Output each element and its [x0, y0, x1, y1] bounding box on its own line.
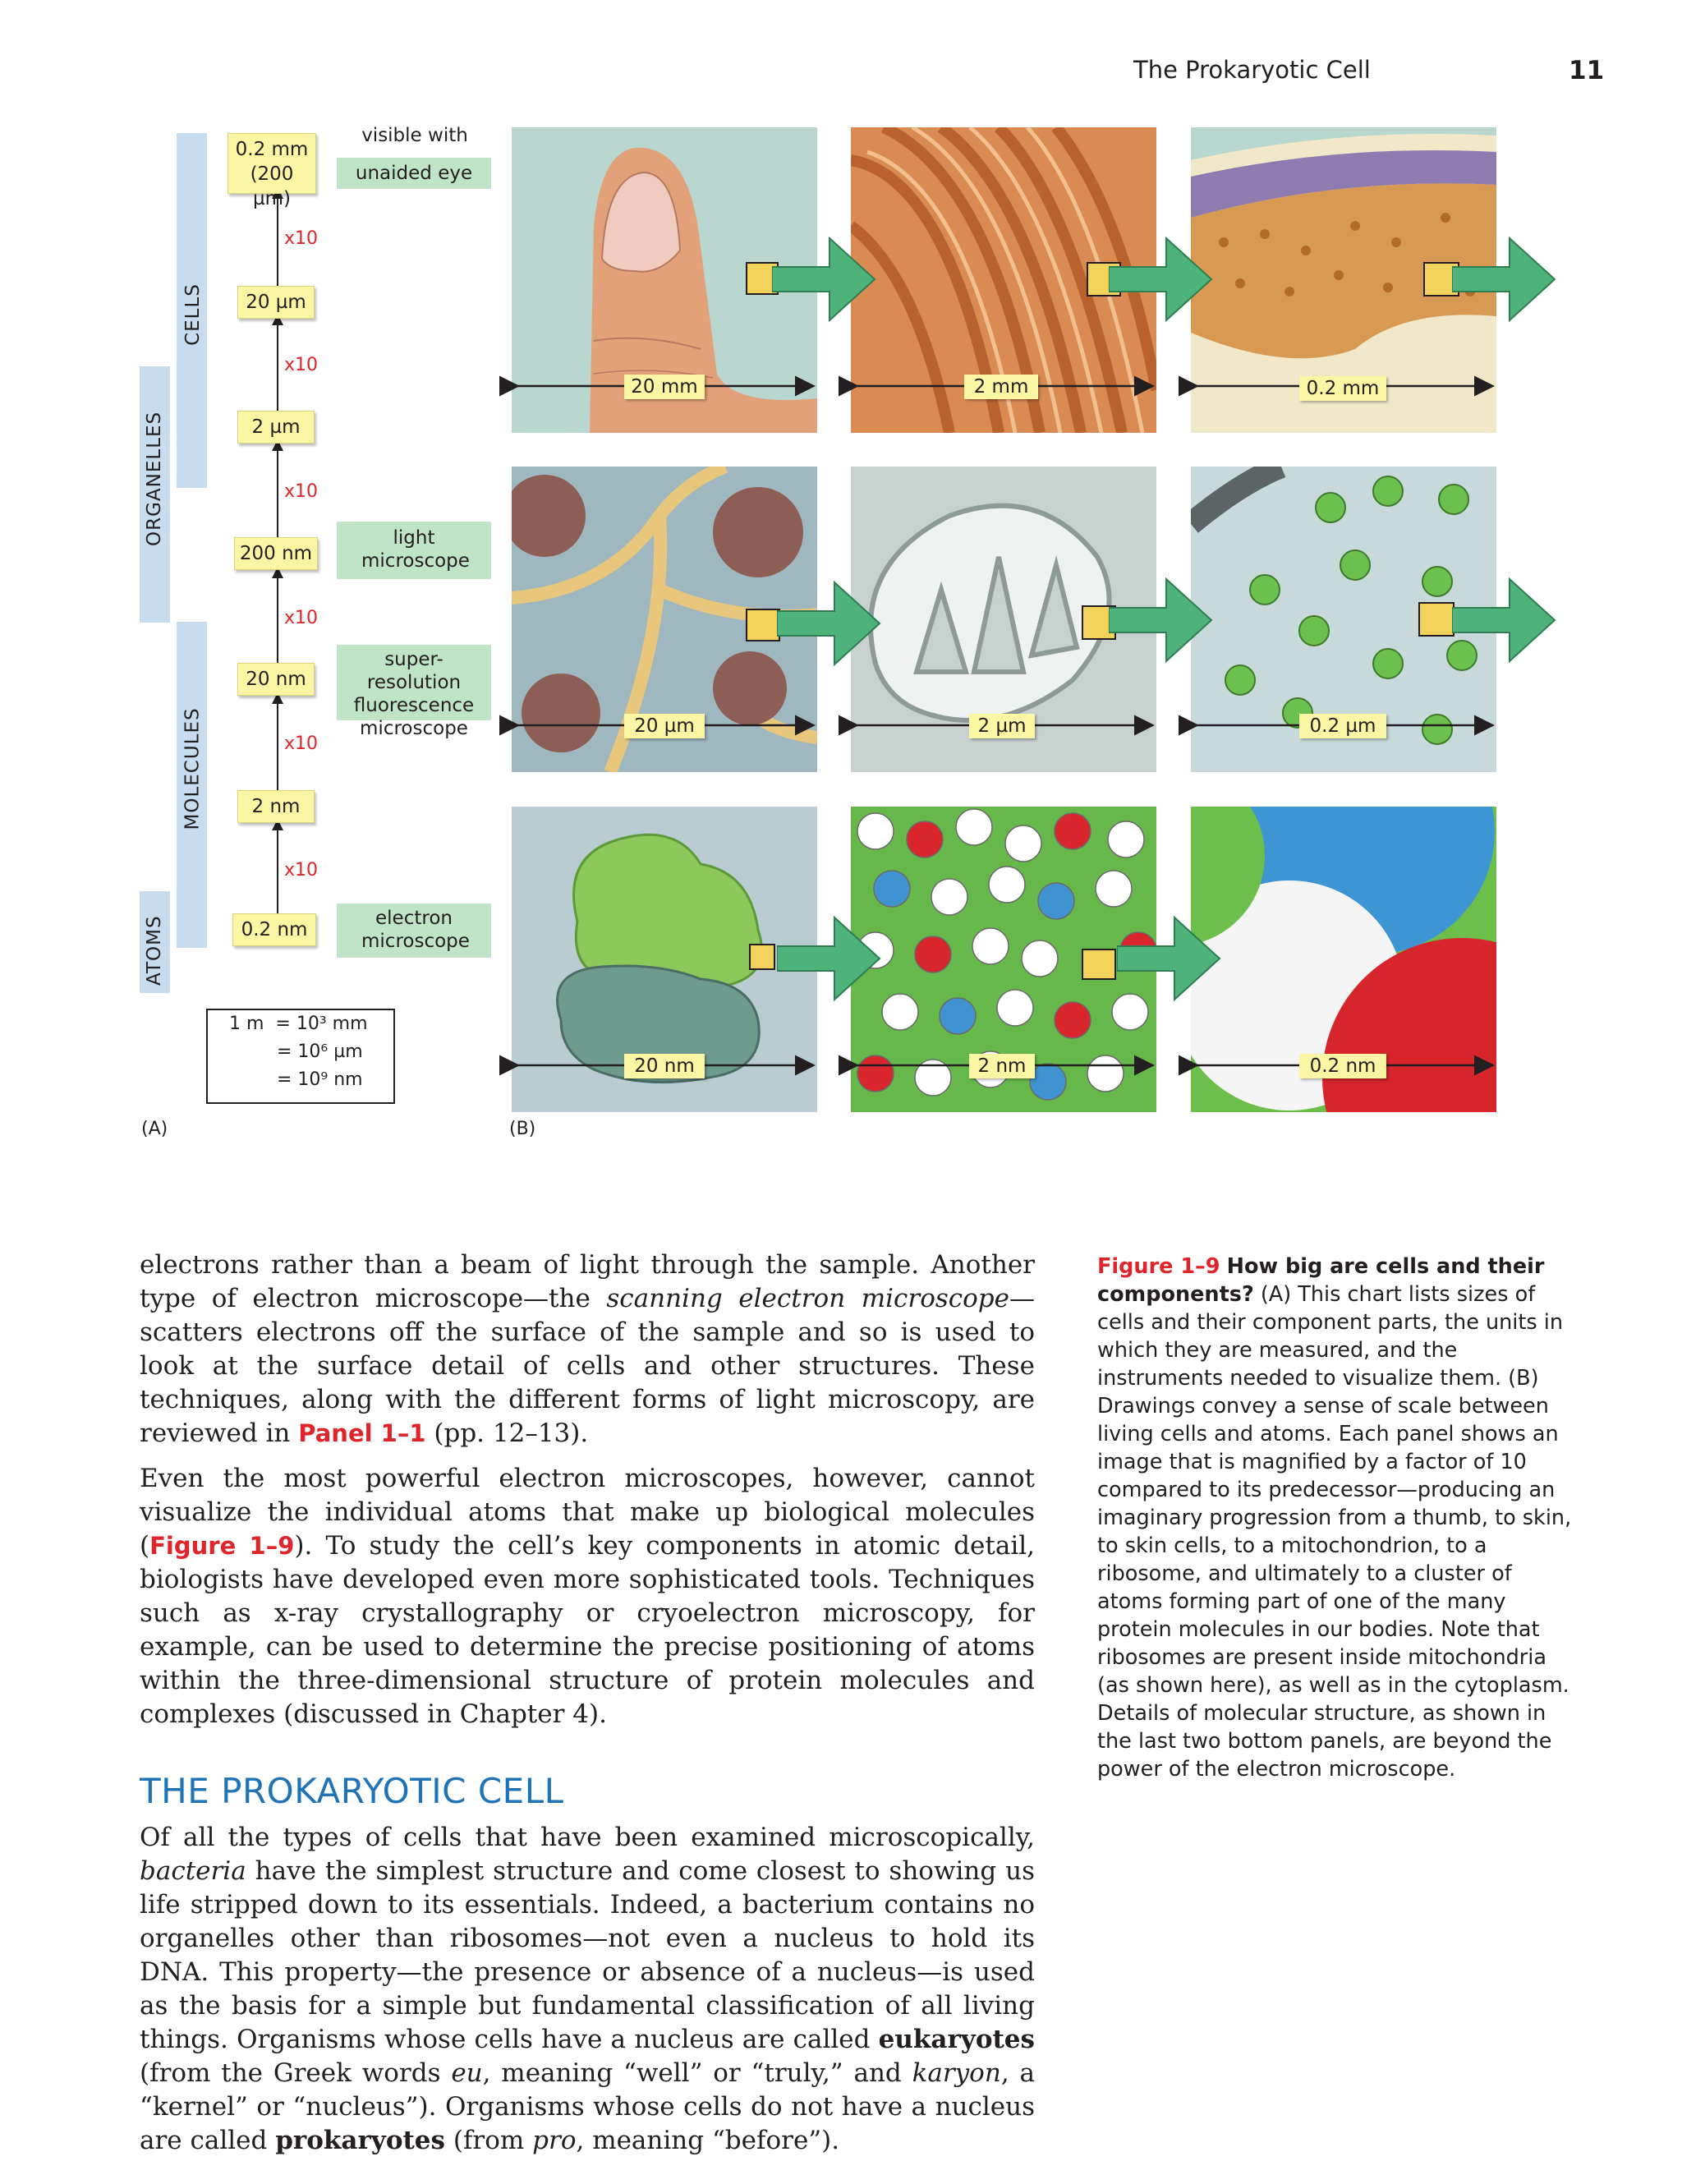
- instrument-unaided-eye: unaided eye: [337, 158, 491, 189]
- text-run: , meaning “before”).: [576, 2126, 840, 2155]
- scale-label: 2 mm: [964, 375, 1038, 399]
- figure-caption: [1097, 1253, 1574, 1783]
- caption-title: How big are cells and their components?: [1097, 1254, 1545, 1307]
- section-heading: THE PROKARYOTIC CELL: [140, 1771, 564, 1811]
- magnify-arrow-icon: [1109, 575, 1216, 665]
- key-term: eukaryotes: [878, 2025, 1035, 2054]
- scale-step-line1: 0.2 mm: [235, 139, 309, 160]
- scale-step-box: [227, 133, 316, 209]
- scale-label: 2 nm: [969, 1054, 1035, 1078]
- magnify-arrow-icon: [1452, 575, 1559, 665]
- instrument-super-resolution: super-resolution fluorescence microscope: [337, 645, 491, 720]
- magnify-arrow-icon: [777, 913, 884, 1004]
- text-run: ). To study the cell’s key components in atomic detail, biologists have developed even more sophisticated tools. Techniques such as x-ray crystallography or cryoelectron microscopy, for example, can be used to determine the precise positioning of atoms within the three-dimensional structure of protein molecules and complexes (discussed in Chapter 4).: [140, 1531, 1035, 1729]
- scale-label: 20 nm: [624, 1054, 705, 1078]
- emphasis-text: karyon: [912, 2058, 1001, 2088]
- magnify-arrow-icon: [1117, 913, 1224, 1004]
- body-paragraph: [140, 1248, 1035, 1451]
- factor-label: x10: [284, 228, 319, 249]
- scale-step-box: 2 µm: [237, 411, 315, 444]
- scale-label: 0.2 nm: [1299, 1054, 1386, 1078]
- factor-label: x10: [284, 481, 319, 502]
- scale-step-box: 20 nm: [237, 663, 315, 696]
- magnify-arrow-icon: [1109, 234, 1216, 324]
- scale-axis-segment: [277, 701, 278, 791]
- scale-step-box: 2 nm: [237, 790, 315, 823]
- scale-label: 20 mm: [624, 375, 705, 399]
- text-run: have the simplest structure and come closest to showing us life stripped down to its essentials. Indeed, a bacterium contains no organelles other than ribosomes—not even a nucleus to hold its DNA. This property—the presence or absence of a nucleus—is used as the basis for a simple but fundamental classification of all living things. Organisms whose cells have a nucleus are called: [140, 1856, 1035, 2054]
- key-term: prokaryotes: [275, 2126, 445, 2155]
- running-header-title: The Prokaryotic Cell: [1133, 56, 1371, 84]
- emphasis-text: eu: [451, 2058, 483, 2088]
- scale-axis-segment: [277, 575, 278, 665]
- factor-label: x10: [284, 733, 319, 754]
- body-text-column: [140, 1248, 1035, 2169]
- text-run: electrons rather than a beam of light through the sample. Another type of electron microscope—the: [140, 1250, 1035, 1313]
- scale-step-line2: (200 µm): [250, 163, 294, 209]
- emphasis-text: scanning electron microscope: [606, 1284, 1009, 1313]
- magnify-arrow-icon: [772, 234, 879, 324]
- text-run: Even the most powerful electron microscopes, however, cannot visualize the individual atoms that make up biological molecules (: [140, 1464, 1035, 1561]
- scale-label: 20 µm: [624, 714, 705, 738]
- page-number: 11: [1569, 56, 1605, 85]
- text-run: (from the Greek words: [140, 2058, 452, 2088]
- scale-step-box: 0.2 nm: [232, 913, 316, 946]
- figure-reference-link[interactable]: Figure 1–9: [149, 1532, 295, 1560]
- conversion-line2: = 10⁶ µm: [277, 1041, 363, 1062]
- molecules-label: MOLECULES: [182, 707, 204, 830]
- scale-bars-overlay: [493, 123, 1560, 1150]
- text-run: Of all the types of cells that have been examined microscopically,: [140, 1823, 1035, 1852]
- unit-conversion-box: [206, 1009, 395, 1104]
- scale-label: 0.2 µm: [1299, 714, 1386, 738]
- instrument-electron-microscope: electron microscope: [337, 903, 491, 958]
- conversion-line3: = 10⁹ nm: [277, 1069, 363, 1090]
- magnify-arrow-icon: [1452, 234, 1559, 324]
- panel-reference-link[interactable]: Panel 1–1: [298, 1419, 426, 1447]
- conversion-line1: 1 m = 10³ mm: [229, 1014, 368, 1034]
- instrument-light-microscope: light microscope: [337, 522, 491, 579]
- atoms-label: ATOMS: [144, 915, 165, 986]
- text-run: —scatters electrons off the surface of the sample and so is used to look at the surface detail of cells and other structures. These techniques, along with the different forms of light microscopy, are reviewed in: [140, 1284, 1035, 1448]
- caption-text: (A) This chart lists sizes of cells and their component parts, the units in which they are measured, and the instruments needed to visualize them. (B) Drawings convey a sense of scale between living cells and atoms. Each panel shows an image that is magnified by a factor of 10 compared to its predecessor—producing an imaginary progression from a thumb, to skin, to skin cells, to a mitochondrion, to a ribosome, and ultimately to a cluster of atoms forming part of one of the many protein molecules in our bodies. Note that ribosomes are present inside mitochondria (as shown here), as well as in the cytoplasm. Details of molecular structure, as shown in the last two bottom panels, are beyond the power of the electron microscope.: [1097, 1282, 1572, 1782]
- scale-axis-segment: [277, 322, 278, 411]
- caption-figure-number: Figure 1–9: [1097, 1254, 1220, 1279]
- factor-label: x10: [284, 355, 319, 375]
- organelles-label: ORGANELLES: [144, 411, 165, 546]
- panel-a-label: (A): [141, 1119, 168, 1139]
- factor-label: x10: [284, 608, 319, 628]
- scale-axis-segment: [277, 827, 278, 917]
- scale-label: 2 µm: [969, 714, 1035, 738]
- body-paragraph: [140, 1821, 1035, 2158]
- visible-with-label: visible with: [361, 125, 468, 146]
- cells-label: CELLS: [182, 283, 204, 346]
- text-run: , meaning “well” or “truly,” and: [482, 2058, 912, 2088]
- text-run: , a “kernel” or “nucleus”). Organisms whose cells do not have a nucleus are called: [140, 2058, 1035, 2155]
- emphasis-text: pro: [532, 2126, 577, 2155]
- text-run: (pp. 12–13).: [425, 1418, 589, 1448]
- emphasis-text: bacteria: [140, 1856, 246, 1886]
- scale-axis-segment: [277, 448, 278, 538]
- magnify-arrow-icon: [777, 578, 884, 669]
- panel-b-label: (B): [509, 1119, 536, 1139]
- factor-label: x10: [284, 860, 319, 880]
- scale-step-box: 200 nm: [234, 537, 318, 570]
- scale-label: 0.2 mm: [1299, 376, 1386, 401]
- scale-step-box: 20 µm: [237, 286, 315, 319]
- body-paragraph: [140, 1462, 1035, 1731]
- text-run: (from: [445, 2126, 533, 2155]
